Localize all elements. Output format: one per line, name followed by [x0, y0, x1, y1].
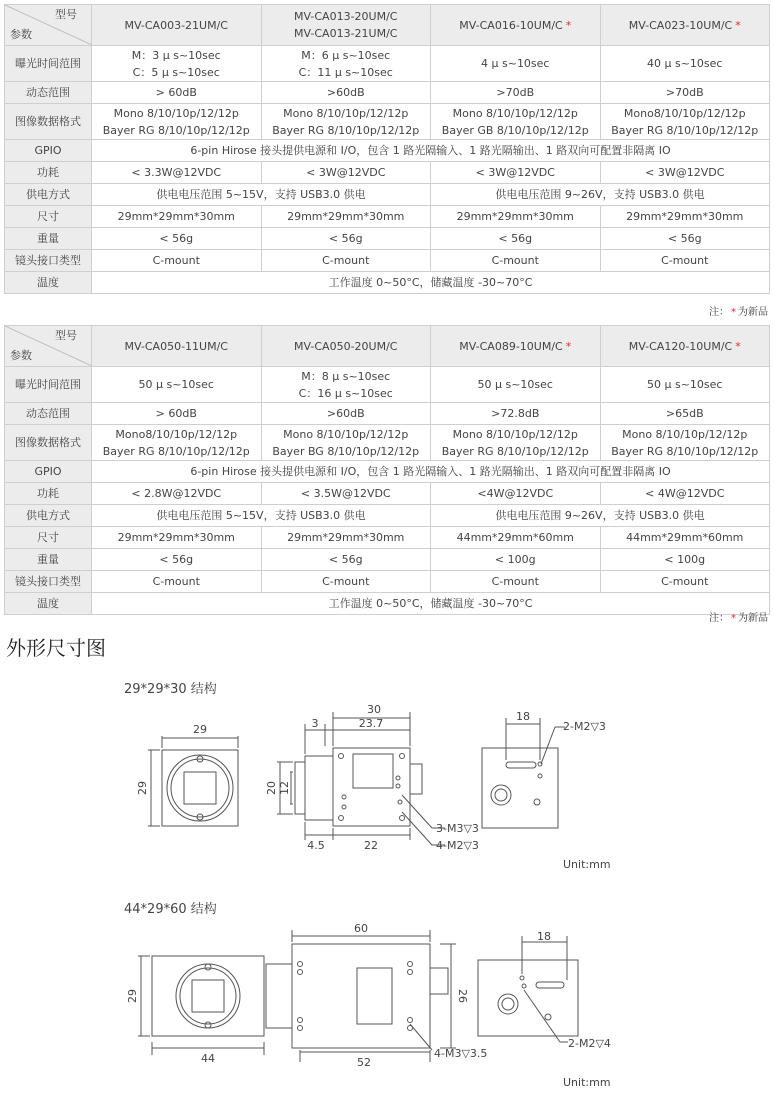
spec-cell [261, 228, 431, 250]
spec-row [5, 483, 770, 505]
cell-line: Bayer GB 8/10/10p/12/12p [441, 123, 589, 137]
drawing1-svg [120, 700, 640, 865]
cell-line: >70dB [496, 86, 535, 99]
cell-line: < 3W@12VDC [475, 166, 555, 179]
row-label: 曝光时间范围 [5, 46, 92, 82]
spec-row [5, 425, 770, 461]
d1-front-height: 29 [136, 781, 149, 795]
spec-row [5, 593, 770, 615]
spec-cell [261, 162, 431, 184]
model-header-row [5, 326, 770, 367]
spec-cell [261, 46, 431, 82]
spec-cell [92, 367, 262, 403]
cell-line: Bayer RG 8/10/10p/12/12p [611, 444, 759, 458]
spec-cell [600, 104, 770, 140]
spec-cell [431, 527, 601, 549]
spec-cell [92, 425, 262, 461]
spec-row [5, 184, 770, 206]
model-name-cell [261, 326, 431, 367]
row-label: GPIO [5, 461, 92, 483]
cell-line: < 56g [498, 232, 533, 245]
cell-line: Mono 8/10/10p/12/12p [452, 106, 578, 120]
spec-cell [92, 549, 262, 571]
d1-callout-m2: 4-M2▽3 [436, 839, 479, 852]
spec-cell [431, 162, 601, 184]
d2-side-height: 26 [456, 989, 469, 1003]
spec-cell [431, 82, 601, 104]
row-half-cell: 供电电压范围 5~15V，支持 USB3.0 供电 [92, 184, 431, 206]
cell-line: C-mount [661, 254, 709, 267]
d1-front-width: 29 [193, 723, 207, 736]
cell-line: 50 μ s~10sec [477, 378, 553, 391]
cell-line: C-mount [152, 254, 200, 267]
d1-side-total: 30 [367, 703, 381, 716]
row-label: GPIO [5, 140, 92, 162]
cell-line: < 3.3W@12VDC [131, 166, 222, 179]
model-name-cell [431, 5, 601, 46]
cell-line: Bayer BG 8/10/10p/12/12p [272, 444, 420, 458]
cell-line: Mono 8/10/10p/12/12p [283, 106, 409, 120]
new-star-icon: * [735, 18, 741, 32]
cell-line: M：8 μ s~10sec [301, 369, 391, 383]
cell-line: Mono 8/10/10p/12/12p [283, 427, 409, 441]
drawing2-unit: Unit:mm [563, 1076, 611, 1089]
cell-line: MV-CA120-10UM/C [628, 339, 733, 353]
d1-side-h-inner: 12 [278, 781, 291, 795]
model-name-cell [92, 326, 262, 367]
d1-back-callout: 2-M2▽3 [563, 720, 606, 733]
row-half-cell: 供电电压范围 9~26V，支持 USB3.0 供电 [431, 184, 770, 206]
cell-line: 29mm*29mm*30mm [117, 531, 235, 544]
spec-cell [600, 82, 770, 104]
drawing2-back-view [478, 936, 578, 1042]
spec-cell [431, 104, 601, 140]
spec-cell [600, 403, 770, 425]
spec-row [5, 162, 770, 184]
row-label: 动态范围 [5, 82, 92, 104]
spec-row [5, 367, 770, 403]
spec-cell [92, 206, 262, 228]
spec-cell [431, 483, 601, 505]
cell-line: <4W@12VDC [477, 487, 554, 500]
header-corner [5, 5, 92, 46]
model-name-cell [92, 5, 262, 46]
model-name-cell [600, 5, 770, 46]
spec-row [5, 140, 770, 162]
spec-cell [600, 571, 770, 593]
cell-line: Mono8/10/10p/12/12p [115, 427, 238, 441]
model-header-row [5, 5, 770, 46]
cell-line: M：6 μ s~10sec [301, 48, 391, 62]
cell-line: Bayer RG 8/10/10p/12/12p [611, 123, 759, 137]
spec-cell [600, 425, 770, 461]
row-label: 温度 [5, 272, 92, 294]
cell-line: Mono 8/10/10p/12/12p [622, 427, 748, 441]
drawing2-title: 44*29*60 结构 [124, 902, 217, 917]
cell-line: > 60dB [155, 407, 197, 420]
spec-row [5, 250, 770, 272]
cell-line: C-mount [322, 254, 370, 267]
spec-cell [261, 367, 431, 403]
row-label: 图像数据格式 [5, 104, 92, 140]
cell-line: >60dB [326, 407, 365, 420]
cell-line: C-mount [661, 575, 709, 588]
cell-line: < 56g [159, 553, 194, 566]
drawing1-side-view [277, 712, 445, 845]
spec-cell [600, 250, 770, 272]
new-product-note-2 [709, 609, 768, 624]
new-star-icon: * [565, 18, 572, 32]
spec-cell [92, 403, 262, 425]
cell-line: 40 μ s~10sec [647, 57, 723, 70]
cell-line: Mono8/10/10p/12/12p [623, 106, 746, 120]
drawing2-front-view [138, 956, 264, 1055]
d2-side-bottom: 52 [357, 1056, 371, 1069]
header-corner [5, 326, 92, 367]
spec-cell [92, 250, 262, 272]
note-star: * [731, 307, 736, 318]
spec-cell [261, 403, 431, 425]
spec-row [5, 403, 770, 425]
cell-line: < 3.5W@12VDC [300, 487, 391, 500]
spec-cell [600, 162, 770, 184]
spec-table-2 [4, 325, 770, 615]
row-label: 曝光时间范围 [5, 367, 92, 403]
drawing1-front-view [148, 736, 238, 826]
spec-cell [92, 162, 262, 184]
spec-row [5, 571, 770, 593]
note-prefix: 注： [709, 307, 729, 318]
corner-param-label: 参数 [10, 28, 32, 41]
spec-cell [431, 549, 601, 571]
d2-front-bottom: 44 [201, 1052, 215, 1065]
row-span-cell: 工作温度 0~50°C，储藏温度 -30~70°C [92, 272, 770, 294]
spec-cell [431, 367, 601, 403]
row-label: 镜头接口类型 [5, 571, 92, 593]
cell-line: Bayer RG 8/10/10p/12/12p [272, 123, 420, 137]
cell-line: >60dB [326, 86, 365, 99]
spec-cell [261, 250, 431, 272]
d2-front-height: 29 [126, 989, 139, 1003]
cell-line: < 100g [664, 553, 706, 566]
spec-cell [600, 228, 770, 250]
row-label: 尺寸 [5, 206, 92, 228]
spec-row [5, 82, 770, 104]
row-half-cell: 供电电压范围 9~26V，支持 USB3.0 供电 [431, 505, 770, 527]
spec-cell [600, 483, 770, 505]
cell-line: 50 μ s~10sec [138, 378, 214, 391]
cell-line: Bayer RG 8/10/10p/12/12p [102, 444, 250, 458]
spec-cell [261, 82, 431, 104]
d2-callout-m3: 4-M3▽3.5 [434, 1047, 488, 1060]
spec-cell [431, 46, 601, 82]
drawing1-title: 29*29*30 结构 [124, 682, 217, 697]
cell-line: Bayer RG 8/10/10p/12/12p [102, 123, 250, 137]
row-label: 尺寸 [5, 527, 92, 549]
cell-line: 29mm*29mm*30mm [287, 531, 405, 544]
spec-cell [431, 228, 601, 250]
spec-row [5, 461, 770, 483]
spec-row [5, 505, 770, 527]
cell-line: < 3W@12VDC [645, 166, 725, 179]
corner-model-label: 型号 [55, 329, 77, 342]
cell-line: < 2.8W@12VDC [131, 487, 222, 500]
cell-line: < 4W@12VDC [645, 487, 725, 500]
model-name-cell [261, 5, 431, 46]
cell-line: MV-CA013-20UM/C [294, 10, 398, 23]
spec-cell [600, 527, 770, 549]
spec-cell [431, 425, 601, 461]
note-star: * [731, 613, 736, 624]
cell-line: Bayer RG 8/10/10p/12/12p [441, 444, 589, 458]
drawing1-back-view [482, 718, 565, 828]
cell-line: < 56g [159, 232, 194, 245]
spec-cell [431, 206, 601, 228]
model-name-cell [431, 326, 601, 367]
drawing1-unit: Unit:mm [563, 858, 611, 871]
cell-line: MV-CA050-11UM/C [124, 339, 228, 353]
cell-line: < 56g [328, 232, 363, 245]
model-name-cell [600, 326, 770, 367]
cell-line: >70dB [665, 86, 704, 99]
spec-cell [600, 367, 770, 403]
cell-line: 4 μ s~10sec [481, 57, 550, 70]
spec-row [5, 228, 770, 250]
spec-cell [261, 549, 431, 571]
new-star-icon: * [735, 339, 741, 353]
spec-row [5, 527, 770, 549]
d1-side-h-outer: 20 [265, 781, 278, 795]
note-text: 为新品 [738, 613, 768, 624]
cell-line: >65dB [665, 407, 704, 420]
cell-line: > 60dB [155, 86, 197, 99]
cell-line: MV-CA050-20UM/C [294, 339, 398, 353]
spec-cell [600, 46, 770, 82]
d1-side-bottom-right: 22 [364, 839, 378, 852]
spec-row [5, 46, 770, 82]
cell-line: C-mount [322, 575, 370, 588]
row-label: 温度 [5, 593, 92, 615]
cell-line: 29mm*29mm*30mm [287, 210, 405, 223]
cell-line: MV-CA003-21UM/C [124, 18, 228, 32]
spec-cell [92, 228, 262, 250]
spec-row [5, 104, 770, 140]
spec-row [5, 272, 770, 294]
row-label: 供电方式 [5, 505, 92, 527]
cell-line: >72.8dB [491, 407, 540, 420]
spec-cell [261, 483, 431, 505]
row-label: 功耗 [5, 483, 92, 505]
spec-cell [431, 403, 601, 425]
cell-line: C-mount [152, 575, 200, 588]
cell-line: C-mount [491, 254, 539, 267]
row-label: 图像数据格式 [5, 425, 92, 461]
spec-cell [92, 46, 262, 82]
row-label: 重量 [5, 228, 92, 250]
d2-back-top: 18 [537, 930, 551, 943]
spec-cell [261, 104, 431, 140]
spec-cell [600, 549, 770, 571]
spec-cell [261, 425, 431, 461]
d1-side-bottom-left: 4.5 [307, 839, 325, 852]
drawing2-side-view [266, 930, 456, 1062]
spec-cell [92, 483, 262, 505]
row-span-cell: 6-pin Hirose 接头提供电源和 I/O，包含 1 路光隔输入、1 路光隔输出、1 路双向可配置非隔离 IO [92, 461, 770, 483]
row-label: 重量 [5, 549, 92, 571]
spec-row [5, 206, 770, 228]
cell-line: 50 μ s~10sec [647, 378, 723, 391]
d1-callout-m3: 3-M3▽3 [436, 822, 479, 835]
corner-param-label: 参数 [10, 349, 32, 362]
cell-line: Mono 8/10/10p/12/12p [113, 106, 239, 120]
new-star-icon: * [565, 339, 572, 353]
row-half-cell: 供电电压范围 5~15V，支持 USB3.0 供电 [92, 505, 431, 527]
spec-cell [92, 104, 262, 140]
cell-line: < 3W@12VDC [306, 166, 386, 179]
new-product-note-1 [709, 303, 768, 318]
row-label: 镜头接口类型 [5, 250, 92, 272]
cell-line: 29mm*29mm*30mm [117, 210, 235, 223]
drawing2-svg [120, 920, 640, 1070]
note-text: 为新品 [738, 307, 768, 318]
spec-cell [261, 571, 431, 593]
d1-side-body: 23.7 [358, 717, 384, 730]
cell-line: < 56g [667, 232, 702, 245]
spec-row [5, 549, 770, 571]
spec-cell [261, 527, 431, 549]
spec-cell [261, 206, 431, 228]
cell-line: < 56g [328, 553, 363, 566]
cell-line: MV-CA023-10UM/C [628, 18, 733, 32]
cell-line: < 100g [494, 553, 536, 566]
note-prefix: 注： [709, 613, 729, 624]
d1-back-top: 18 [516, 710, 530, 723]
row-span-cell: 工作温度 0~50°C，储藏温度 -30~70°C [92, 593, 770, 615]
cell-line: 44mm*29mm*60mm [626, 531, 744, 544]
cell-line: C-mount [491, 575, 539, 588]
row-label: 功耗 [5, 162, 92, 184]
cell-line: M：3 μ s~10sec [131, 48, 221, 62]
cell-line: 29mm*29mm*30mm [456, 210, 574, 223]
cell-line: 29mm*29mm*30mm [626, 210, 744, 223]
cell-line: 44mm*29mm*60mm [456, 531, 574, 544]
d2-side-total: 60 [354, 922, 368, 935]
cell-line: MV-CA089-10UM/C [459, 339, 563, 353]
cell-line: MV-CA013-21UM/C [294, 27, 398, 40]
cell-line: MV-CA016-10UM/C [459, 18, 563, 32]
spec-cell [431, 250, 601, 272]
row-label: 供电方式 [5, 184, 92, 206]
d2-back-callout: 2-M2▽4 [568, 1037, 611, 1050]
d1-side-flange: 3 [311, 717, 319, 730]
row-label: 动态范围 [5, 403, 92, 425]
section-title: 外形尺寸图 [6, 636, 106, 660]
row-span-cell: 6-pin Hirose 接头提供电源和 I/O，包含 1 路光隔输入、1 路光隔输出、1 路双向可配置非隔离 IO [92, 140, 770, 162]
cell-line: Mono 8/10/10p/12/12p [452, 427, 578, 441]
spec-cell [92, 527, 262, 549]
spec-cell [92, 571, 262, 593]
corner-model-label: 型号 [55, 8, 77, 21]
cell-line: C：5 μ s~10sec [132, 65, 220, 79]
spec-cell [431, 571, 601, 593]
spec-table-1 [4, 4, 770, 294]
spec-cell [600, 206, 770, 228]
spec-cell [92, 82, 262, 104]
cell-line: C：11 μ s~10sec [298, 65, 393, 79]
cell-line: C：16 μ s~10sec [298, 386, 393, 400]
